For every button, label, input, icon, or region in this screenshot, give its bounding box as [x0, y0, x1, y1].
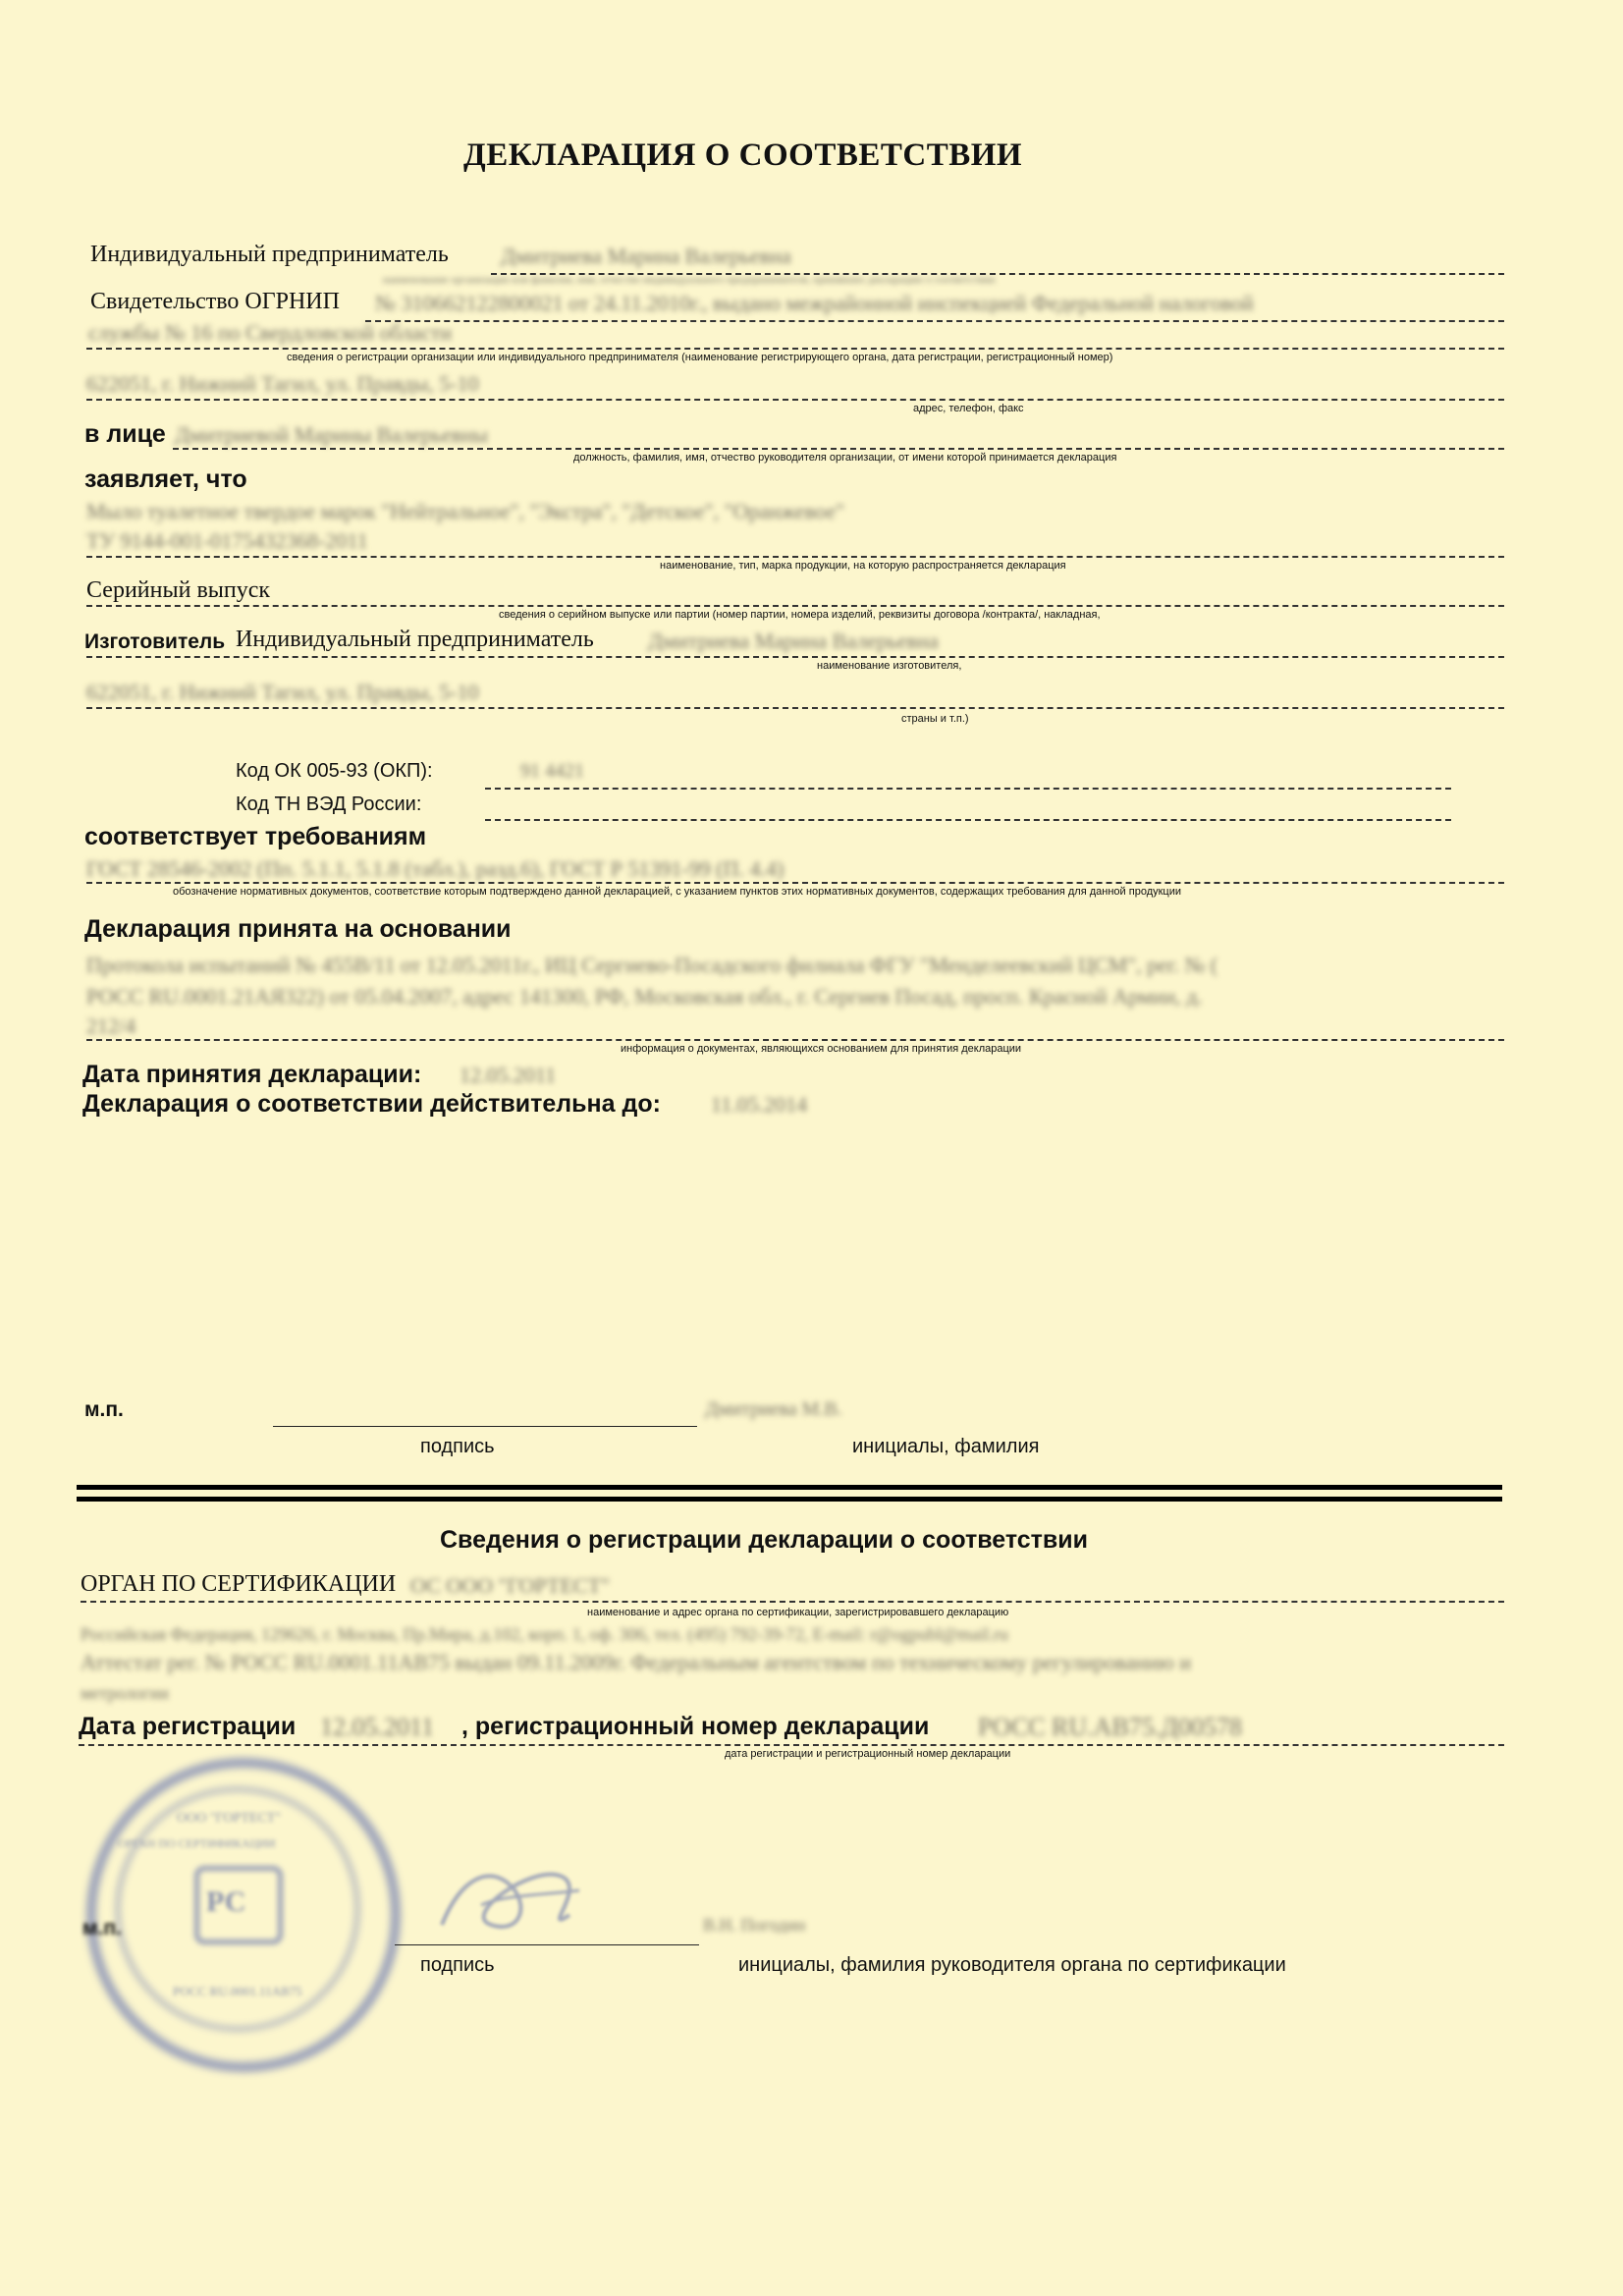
- serial-line: [86, 605, 1504, 607]
- requirements-label: соответствует требованиям: [84, 823, 427, 850]
- reg-caption: дата регистрации и регистрационный номер декларации: [725, 1748, 1011, 1760]
- ogrnip-value-line2: службы № 16 по Свердловской области: [88, 320, 453, 345]
- address-line: [86, 399, 1504, 401]
- stamp-text-top: ООО "ГОРТЕСТ": [177, 1811, 282, 1826]
- declares-line1: Мыло туалетное твердое марок "Нейтральное", "Экстра", "Детское", "Оранжевое": [86, 499, 844, 523]
- basis-line: [86, 1039, 1504, 1041]
- signature2-caption: подпись: [420, 1954, 495, 1976]
- declares-label: заявляет, что: [84, 465, 247, 493]
- signature-line: [273, 1426, 697, 1427]
- reg-number-value: РОСС RU.АВ75.Д00578: [978, 1713, 1243, 1741]
- requirements-caption: обозначение нормативных документов, соответствие которым подтверждено данной декларацией, с указанием пунктов этих нормативных документов, содержащих требования для данной продукции: [173, 886, 1182, 898]
- ogrnip-label: Свидетельство ОГРНИП: [90, 289, 340, 314]
- tnved-line: [485, 819, 1451, 821]
- basis-line1: Протокола испытаний № 455В/11 от 12.05.2011г., ИЦ Сергиево-Посадского филиала ФГУ "Менделеевский ЦСМ", рег. № (: [86, 953, 1218, 977]
- address-caption: адрес, телефон, факс: [913, 403, 1024, 414]
- person-value: Дмитриевой Марины Валерьевны: [175, 422, 488, 447]
- mp2-label: м.п.: [82, 1917, 122, 1940]
- organ-caption: наименование и адрес органа по сертификации, зарегистрировавшего декларацию: [587, 1607, 1009, 1618]
- applicant-caption: наименование организации или фамилия, имя, отчество индивидуального предпринимателя, принявших декларацию о соответствии: [383, 274, 996, 286]
- valid-label: Декларация о соответствии действительна до:: [82, 1090, 661, 1118]
- basis-caption: информация о документах, являющихся основанием для принятия декларации: [621, 1043, 1022, 1055]
- accepted-label: Дата принятия декларации:: [82, 1061, 422, 1088]
- reg-date-value: 12.05.2011: [320, 1713, 435, 1741]
- organ-addr-line2: Аттестат рег. № РОСС RU.0001.11АВ75 выдан 09.11.2009г. Федеральным агентством по техническому регулированию и: [81, 1650, 1192, 1674]
- person-caption: должность, фамилия, имя, отчество руководителя организации, от имени которой принимается декларация: [573, 452, 1117, 464]
- okp-label: Код ОК 005-93 (ОКП):: [236, 760, 433, 782]
- stamp-text-side: ОРГАН ПО СЕРТИФИКАЦИИ: [118, 1836, 276, 1850]
- okp-line: [485, 788, 1451, 790]
- organ-value: ОС ООО "ГОРТЕСТ": [410, 1573, 611, 1598]
- ogrnip-value-line1: № 310662122800021 от 24.11.2010г., выдано межрайонной инспекцией Федеральной налоговой: [375, 291, 1254, 315]
- head-name: В.Н. Погодин: [703, 1915, 806, 1935]
- head-name-caption: инициалы, фамилия руководителя органа по сертификации: [738, 1954, 1286, 1976]
- manufacturer-address: 622051, г. Нижний Тагил, ул. Правды, 5-10: [86, 680, 479, 704]
- stamp-text-bottom: РОСС RU.0001.11АВ75: [173, 1984, 302, 1998]
- name-caption: инициалы, фамилия: [852, 1436, 1040, 1457]
- basis-line2: РОСС RU.0001.21АЯ322) от 05.04.2007, адрес 141300, РФ, Московская обл., г. Сергиев Посад, просп. Красной Армии, д.: [86, 984, 1203, 1009]
- manufacturer-line: [86, 656, 1504, 658]
- serial-value: Серийный выпуск: [86, 577, 271, 603]
- manufacturer-caption2: страны и т.п.): [901, 713, 969, 725]
- tnved-label: Код ТН ВЭД России:: [236, 793, 422, 815]
- handwritten-signature: [422, 1846, 589, 1954]
- requirements-line: [86, 882, 1504, 884]
- person-line: [173, 448, 1504, 450]
- signature2-line: [395, 1944, 699, 1945]
- manufacturer-label: Изготовитель: [84, 630, 226, 653]
- organ-addr-line1: Российская Федерация, 129626, г. Москва, Пр.Мира, д.102, корп. 1, оф. 306, тел. (495) 792-39-72, E-mail: r@ogpubl@mail.ru: [81, 1624, 1008, 1644]
- serial-caption: сведения о серийном выпуске или партии (номер партии, номера изделий, реквизиты договора /контракта/, накладная,: [499, 609, 1101, 621]
- reg-number-label: , регистрационный номер декларации: [461, 1713, 930, 1740]
- declares-line2: ТУ 9144-001-0175432368-2011: [86, 528, 368, 553]
- declares-caption: наименование, тип, марка продукции, на которую распространяется декларация: [660, 560, 1066, 572]
- signature-caption: подпись: [420, 1436, 495, 1457]
- organ-addr-line3: метрологии: [81, 1683, 169, 1703]
- manufacturer-caption: наименование изготовителя,: [817, 660, 962, 672]
- person-label: в лице: [84, 420, 166, 448]
- manufacturer-prefix: Индивидуальный предприниматель: [236, 627, 594, 652]
- ogrnip-line1: [365, 320, 1504, 322]
- reg-line: [79, 1744, 1504, 1746]
- address-value: 622051, г. Нижний Тагил, ул. Правды, 5-10: [86, 371, 479, 396]
- declarant-name: Дмитриева М.В.: [705, 1398, 842, 1420]
- basis-line3: 212/4: [86, 1013, 136, 1038]
- stamp-text-center: РС: [206, 1886, 246, 1918]
- mp-label: м.п.: [84, 1398, 124, 1421]
- requirements-value: ГОСТ 28546-2002 (Пп. 5.1.1, 5.1.8 (табл.), разд.6), ГОСТ Р 51391-99 (П. 4.4): [86, 856, 784, 881]
- applicant-line: [491, 273, 1504, 275]
- organ-line: [81, 1601, 1504, 1603]
- declares-line: [86, 556, 1504, 558]
- separator-bottom: [77, 1497, 1502, 1502]
- ogrnip-caption: сведения о регистрации организации или индивидуального предпринимателя (наименование регистрирующего органа, дата регистрации, регистрационный номер): [287, 352, 1113, 363]
- ogrnip-line2: [86, 348, 1504, 350]
- applicant-label: Индивидуальный предприниматель: [90, 242, 449, 267]
- document-title: ДЕКЛАРАЦИЯ О СООТВЕТСТВИИ: [463, 137, 1023, 173]
- basis-label: Декларация принята на основании: [84, 915, 512, 943]
- valid-value: 11.05.2014: [711, 1092, 808, 1117]
- applicant-value: Дмитриева Марина Валерьевна: [501, 244, 791, 268]
- okp-value: 91 4421: [520, 760, 584, 782]
- accepted-value: 12.05.2011: [460, 1063, 557, 1087]
- manufacturer-address-line: [86, 707, 1504, 709]
- registration-heading: Сведения о регистрации декларации о соответствии: [440, 1526, 1088, 1554]
- organ-label: ОРГАН ПО СЕРТИФИКАЦИИ: [81, 1571, 397, 1597]
- manufacturer-value: Дмитриева Марина Валерьевна: [648, 629, 939, 653]
- reg-date-label: Дата регистрации: [79, 1713, 297, 1740]
- separator-top: [77, 1485, 1502, 1490]
